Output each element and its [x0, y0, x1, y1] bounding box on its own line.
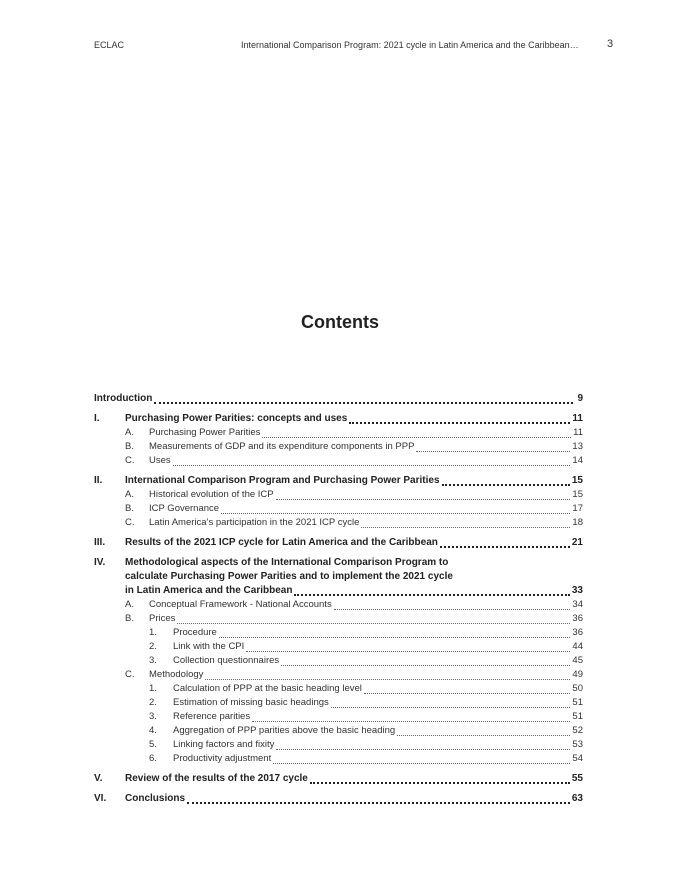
leader-dots [187, 801, 570, 804]
toc-entry-label: Aggregation of PPP parities above the basic heading [173, 725, 396, 736]
toc-entry-page: 44 [572, 641, 583, 652]
toc-entry-label: Linking factors and fixity [173, 739, 275, 750]
toc-entry-number: 6. [149, 753, 157, 764]
toc-entry-label: Historical evolution of the ICP [149, 489, 274, 500]
toc-entry-number: IV. [94, 557, 106, 568]
toc-entry-number: A. [125, 599, 134, 610]
toc-entry-page: 53 [572, 739, 583, 750]
leader-dots [276, 498, 571, 500]
toc-entry-number: 1. [149, 627, 157, 638]
toc-entry-subsection-4c2[interactable] [94, 696, 583, 710]
toc-entry-number: II. [94, 475, 103, 486]
toc-entry-label: International Comparison Program and Purchasing Power Parities [125, 475, 440, 486]
toc-entry-page: 63 [571, 793, 583, 804]
leader-dots [262, 436, 571, 438]
toc-entry-page: 49 [572, 669, 583, 680]
toc-entry-section-4c[interactable] [94, 668, 583, 682]
leader-dots [364, 692, 571, 694]
toc-entry-subsection-4b1[interactable] [94, 626, 583, 640]
toc-entry-number: A. [125, 489, 134, 500]
toc-entry-subsection-4c1[interactable] [94, 682, 583, 696]
toc-entry-label: ICP Governance [149, 503, 220, 514]
toc-entry-number: B. [125, 441, 134, 452]
toc-entry-label: Review of the results of the 2017 cycle [125, 773, 308, 784]
toc-entry-chapter-3[interactable] [94, 536, 583, 550]
page-title: Contents [301, 312, 379, 332]
toc-entry-number: C. [125, 669, 135, 680]
toc-entry-section-4a[interactable] [94, 598, 583, 612]
toc-entry-number: 2. [149, 641, 157, 652]
toc-entry-page: 13 [572, 441, 583, 452]
toc-entry-page: 36 [572, 613, 583, 624]
toc-entry-number: 5. [149, 739, 157, 750]
toc-entry-page: 54 [572, 753, 583, 764]
toc-entry-subsection-4b3[interactable] [94, 654, 583, 668]
toc-entry-subsection-4c3[interactable] [94, 710, 583, 724]
toc-entry-number: 4. [149, 725, 157, 736]
leader-dots [221, 512, 570, 514]
toc-entry-label-line-3: in Latin America and the Caribbean [125, 585, 293, 596]
toc-entry-section-1a[interactable] [94, 426, 583, 440]
toc-entry-page: 52 [572, 725, 583, 736]
toc-entry-label: Measurements of GDP and its expenditure components in PPP [149, 441, 415, 452]
table-of-contents [94, 392, 583, 806]
toc-entry-number: III. [94, 537, 106, 548]
toc-entry-number: V. [94, 773, 103, 784]
toc-entry-chapter-5[interactable] [94, 772, 583, 786]
toc-entry-number: C. [125, 517, 135, 528]
toc-entry-number: B. [125, 613, 134, 624]
toc-entry-label: Estimation of missing basic headings [173, 697, 329, 708]
toc-entry-label: Procedure [173, 627, 217, 638]
leader-dots [334, 608, 571, 610]
leader-dots [310, 781, 570, 784]
toc-entry-label: Prices [149, 613, 176, 624]
toc-entry-page: 11 [573, 427, 583, 438]
toc-entry-page: 9 [577, 393, 583, 404]
leader-dots [349, 421, 570, 424]
toc-entry-page: 36 [572, 627, 583, 638]
toc-entry-page: 33 [571, 585, 583, 596]
leader-dots [246, 650, 570, 652]
toc-entry-label: Calculation of PPP at the basic heading level [173, 683, 362, 694]
toc-entry-chapter-4-last-line[interactable] [94, 584, 583, 598]
toc-entry-number: A. [125, 427, 134, 438]
toc-entry-label-line-1: Methodological aspects of the International Comparison Program to [125, 557, 449, 568]
toc-entry-page: 45 [572, 655, 583, 666]
toc-entry-label: Productivity adjustment [173, 753, 272, 764]
header-publisher: ECLAC [94, 40, 125, 50]
toc-entry-label: Latin America’s participation in the 2021 ICP cycle [149, 517, 360, 528]
toc-entry-label-line-2: calculate Purchasing Power Parities and to implement the 2021 cycle [125, 571, 453, 582]
toc-entry-label: Conclusions [125, 793, 186, 804]
leader-dots [416, 450, 570, 452]
leader-dots [397, 734, 570, 736]
toc-entry-chapter-6[interactable] [94, 792, 583, 806]
toc-entry-section-1b[interactable] [94, 440, 583, 454]
toc-entry-section-2a[interactable] [94, 488, 583, 502]
toc-entry-subsection-4b2[interactable] [94, 640, 583, 654]
toc-entry-page: 34 [572, 599, 583, 610]
toc-entry-number: I. [94, 413, 100, 424]
toc-entry-number: VI. [94, 793, 107, 804]
toc-entry-page: 11 [572, 413, 583, 424]
toc-entry-chapter-4[interactable] [94, 556, 583, 570]
toc-entry-introduction[interactable] [94, 392, 583, 406]
toc-entry-page: 15 [572, 489, 583, 500]
toc-entry-number: 1. [149, 683, 157, 694]
leader-dots [205, 678, 570, 680]
toc-entry-subsection-4c6[interactable] [94, 752, 583, 766]
leader-dots [442, 483, 570, 486]
leader-dots [273, 762, 570, 764]
toc-entry-label: Introduction [94, 393, 153, 404]
leader-dots [219, 636, 571, 638]
toc-entry-label: Link with the CPI [173, 641, 245, 652]
toc-entry-page: 18 [572, 517, 583, 528]
toc-entry-page: 50 [572, 683, 583, 694]
leader-dots [276, 748, 570, 750]
toc-entry-chapter-2[interactable] [94, 474, 583, 488]
leader-dots [173, 464, 571, 466]
toc-entry-chapter-1[interactable] [94, 412, 583, 426]
toc-entry-label: Results of the 2021 ICP cycle for Latin America and the Caribbean [125, 537, 438, 548]
leader-dots [154, 401, 573, 404]
toc-entry-label: Methodology [149, 669, 204, 680]
toc-entry-page: 51 [572, 697, 583, 708]
toc-entry-number: 2. [149, 697, 157, 708]
toc-entry-subsection-4c5[interactable] [94, 738, 583, 752]
header-document-title: International Comparison Program: 2021 cycle in Latin America and the Caribbean… [241, 40, 579, 50]
toc-entry-section-2b[interactable] [94, 502, 583, 516]
toc-entry-number: C. [125, 455, 135, 466]
toc-entry-page: 51 [572, 711, 583, 722]
toc-entry-section-2c[interactable] [94, 516, 583, 530]
toc-entry-section-1c[interactable] [94, 454, 583, 468]
header-page-number: 3 [607, 38, 614, 50]
toc-entry-label: Purchasing Power Parities: concepts and uses [125, 413, 348, 424]
toc-entry-section-4b[interactable] [94, 612, 583, 626]
leader-dots [440, 545, 570, 548]
toc-entry-label: Conceptual Framework - National Accounts [149, 599, 332, 610]
toc-entry-number: 3. [149, 711, 157, 722]
toc-entry-page: 17 [572, 503, 583, 514]
leader-dots [177, 622, 570, 624]
toc-entry-label: Reference parities [173, 711, 251, 722]
toc-entry-page: 15 [571, 475, 583, 486]
toc-entry-page: 14 [572, 455, 583, 466]
leader-dots [361, 526, 570, 528]
toc-entry-page: 21 [571, 537, 583, 548]
toc-entry-label: Uses [149, 455, 171, 466]
toc-entry-number: 3. [149, 655, 157, 666]
toc-entry-label: Purchasing Power Parities [149, 427, 261, 438]
leader-dots [294, 593, 569, 596]
leader-dots [252, 720, 570, 722]
leader-dots [331, 706, 571, 708]
toc-entry-page: 55 [571, 773, 583, 784]
toc-entry-label: Collection questionnaires [173, 655, 280, 666]
toc-entry-number: B. [125, 503, 134, 514]
toc-entry-subsection-4c4[interactable] [94, 724, 583, 738]
leader-dots [281, 664, 570, 666]
